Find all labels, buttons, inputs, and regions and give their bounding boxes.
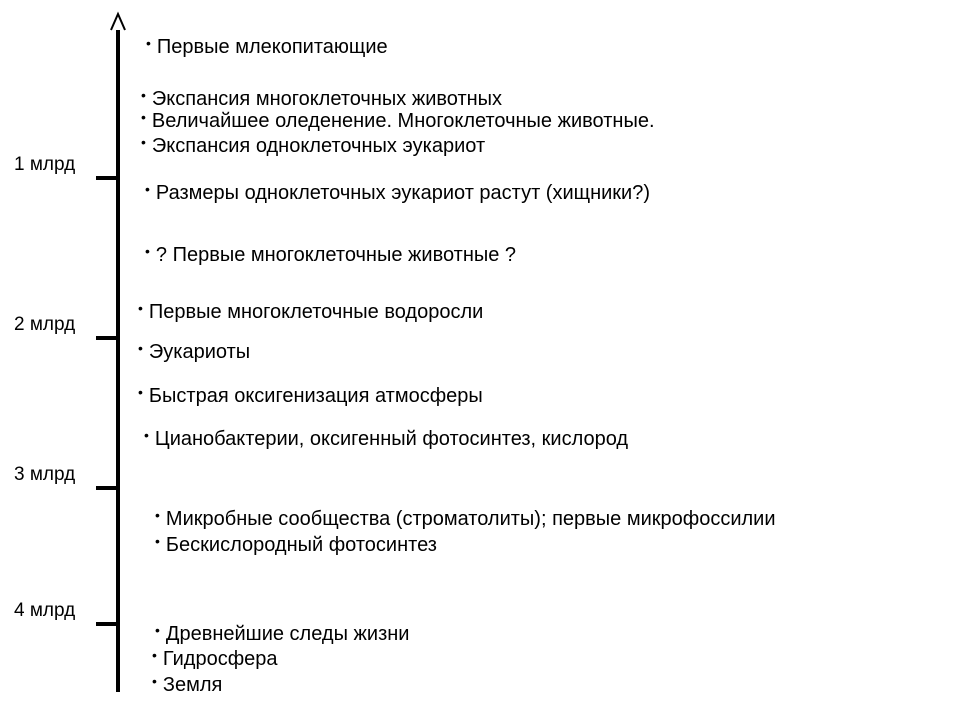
bullet-icon: • [141,87,146,103]
event-label: Быстрая оксигенизация атмосферы [148,385,483,407]
event-label: Экспансия многоклеточных животных [151,88,503,110]
bullet-icon: • [144,427,149,443]
event-item [155,533,437,557]
scale-label-4-mlrd: 4 млрд [14,600,76,621]
event-item [138,340,250,364]
event-label: Гидросфера [162,648,278,670]
event-label: Первые млекопитающие [156,36,388,58]
bullet-icon: • [155,507,160,523]
bullet-icon: • [138,300,143,316]
timeline-arrow-icon [111,14,125,30]
event-label: Цианобактерии, оксигенный фотосинтез, кислород [154,428,629,450]
event-item [155,507,776,531]
event-item [146,35,388,59]
event-label: Микробные сообщества (строматолиты); первые микрофоссилии [165,508,776,530]
event-label: Величайшее оледенение. Многоклеточные животные. [151,110,655,132]
event-label: Размеры одноклеточных эукариот растут (хищники?) [155,182,650,204]
bullet-icon: • [145,181,150,197]
scale-label-2-mlrd: 2 млрд [14,314,76,335]
event-item [144,427,628,451]
bullet-icon: • [141,109,146,125]
event-item [155,622,409,646]
event-label: Экспансия одноклеточных эукариот [151,135,486,157]
bullet-icon: • [146,35,151,51]
bullet-icon: • [155,622,160,638]
event-item [141,87,502,111]
event-item [145,181,650,205]
event-item [141,109,655,133]
bullet-icon: • [145,243,150,259]
event-item [152,673,222,697]
scale-label-3-mlrd: 3 млрд [14,464,76,485]
event-label: Древнейшие следы жизни [165,623,410,645]
event-label: Земля [162,674,223,696]
bullet-icon: • [138,384,143,400]
bullet-icon: • [155,533,160,549]
bullet-icon: • [152,673,157,689]
event-item [141,134,485,158]
event-item [138,300,483,324]
scale-label-1-mlrd: 1 млрд [14,154,76,175]
event-item [138,384,483,408]
bullet-icon: • [141,134,146,150]
bullet-icon: • [152,647,157,663]
event-item [145,243,516,267]
event-label: Первые многоклеточные водоросли [148,301,484,323]
event-label: Эукариоты [148,341,251,363]
event-label: ? Первые многоклеточные животные ? [155,244,517,266]
event-item [152,647,278,671]
event-label: Бескислородный фотосинтез [165,534,437,556]
bullet-icon: • [138,340,143,356]
